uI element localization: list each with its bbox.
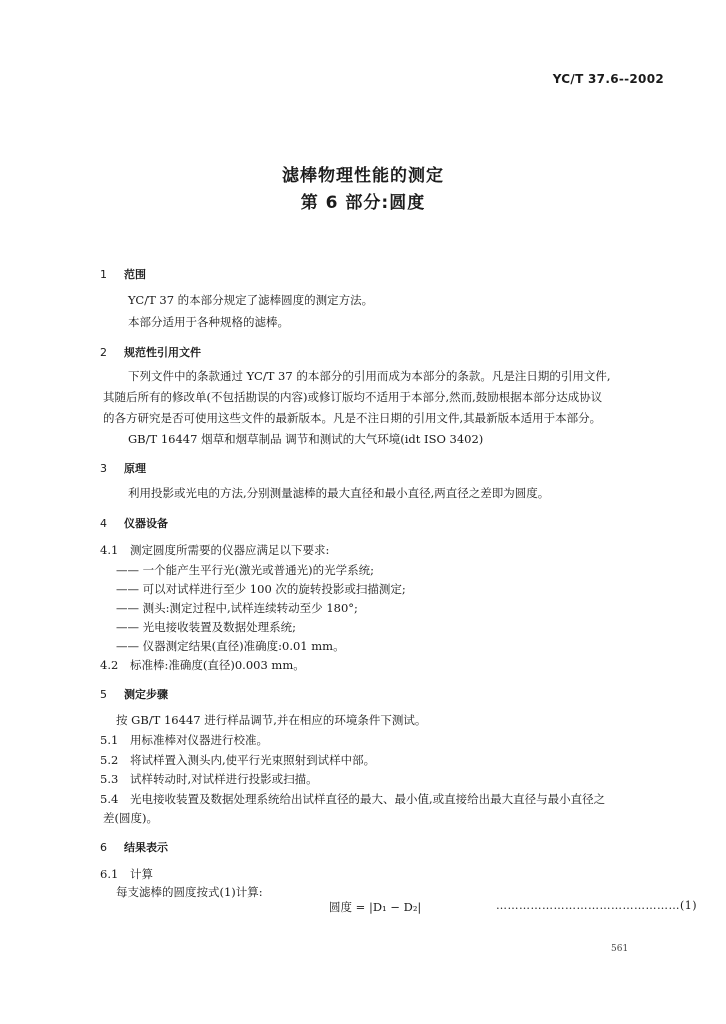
section-number: 4 xyxy=(100,517,107,530)
clause-text: 测定圆度所需要的仪器应满足以下要求: xyxy=(130,543,330,557)
paragraph-line: 下列文件中的条款通过 YC/T 37 的本部分的引用而成为本部分的条款。凡是注日期的引用文件, xyxy=(128,369,611,383)
section-number: 6 xyxy=(100,841,107,854)
section-number: 3 xyxy=(100,462,107,475)
paragraph: 按 GB/T 16447 进行样品调节,并在相应的环境条件下测试。 xyxy=(116,713,427,727)
clause-text: 用标准棒对仪器进行校准。 xyxy=(130,733,268,747)
clause-text: 标准棒:准确度(直径)0.003 mm。 xyxy=(130,658,305,672)
clause-continuation: 差(圆度)。 xyxy=(103,811,158,825)
clause-number: 6.1 xyxy=(100,867,119,881)
paragraph-line: 的各方研究是否可使用这些文件的最新版本。凡是不注日期的引用文件,其最新版本适用于本部分。 xyxy=(103,411,602,425)
clause-5-4 xyxy=(100,791,605,807)
clause-number: 4.1 xyxy=(100,543,119,557)
clause-4-1 xyxy=(100,542,329,558)
clause-number: 5.2 xyxy=(100,753,119,767)
clause-number: 5.3 xyxy=(100,772,119,786)
section-heading-normative-references xyxy=(100,344,201,360)
clause-number: 5.1 xyxy=(100,733,119,747)
clause-number: 5.4 xyxy=(100,792,119,806)
section-heading-procedure xyxy=(100,686,168,702)
clause-number: 4.2 xyxy=(100,658,119,672)
clause-text: 光电接收装置及数据处理系统给出试样直径的最大、最小值,或直接给出最大直径与最小直径之 xyxy=(130,792,606,806)
paragraph: 本部分适用于各种规格的滤棒。 xyxy=(128,315,289,329)
section-title: 仪器设备 xyxy=(124,517,168,530)
page-number: 561 xyxy=(611,944,629,954)
paragraph: 每支滤棒的圆度按式(1)计算: xyxy=(116,885,263,899)
section-title: 原理 xyxy=(124,462,146,475)
roundness-formula: 圆度 = |D₁ − D₂| xyxy=(329,900,422,914)
section-heading-results xyxy=(100,839,168,855)
section-number: 1 xyxy=(100,268,107,281)
clause-5-2 xyxy=(100,752,375,768)
clause-4-2 xyxy=(100,657,305,673)
section-title: 测定步骤 xyxy=(124,688,168,701)
paragraph: 利用投影或光电的方法,分别测量滤棒的最大直径和最小直径,两直径之差即为圆度。 xyxy=(128,486,550,500)
clause-title: 计算 xyxy=(130,867,153,881)
section-title: 范围 xyxy=(124,268,146,281)
list-item: —— 一个能产生平行光(激光或普通光)的光学系统; xyxy=(116,563,375,577)
clause-6-1 xyxy=(100,866,153,882)
section-title: 结果表示 xyxy=(124,841,168,854)
section-heading-scope xyxy=(100,266,146,282)
list-item: —— 光电接收装置及数据处理系统; xyxy=(116,620,297,634)
list-item: —— 仪器测定结果(直径)准确度:0.01 mm。 xyxy=(116,639,345,653)
paragraph: YC/T 37 的本部分规定了滤棒圆度的测定方法。 xyxy=(128,293,374,307)
list-item: —— 可以对试样进行至少 100 次的旋转投影或扫描测定; xyxy=(116,582,406,596)
section-heading-apparatus xyxy=(100,515,168,531)
clause-5-1 xyxy=(100,732,268,748)
equation-number: …………………………………………(1) xyxy=(496,899,698,912)
list-item: —— 测头:测定过程中,试样连续转动至少 180°; xyxy=(116,601,358,615)
document-code: YC/T 37.6--2002 xyxy=(552,72,664,86)
document-title: 滤棒物理性能的测定 xyxy=(282,166,444,186)
clause-5-3 xyxy=(100,771,318,787)
paragraph-line: 其随后所有的修改单(不包括勘误的内容)或修订版均不适用于本部分,然而,鼓励根据本部分达成协议 xyxy=(103,390,603,404)
section-number: 2 xyxy=(100,346,107,359)
clause-text: 试样转动时,对试样进行投影或扫描。 xyxy=(130,772,318,786)
section-title: 规范性引用文件 xyxy=(124,346,201,359)
section-number: 5 xyxy=(100,688,107,701)
document-subtitle: 第 6 部分:圆度 xyxy=(300,193,426,213)
clause-text: 将试样置入测头内,使平行光束照射到试样中部。 xyxy=(130,753,376,767)
section-heading-principle xyxy=(100,460,146,476)
normative-reference: GB/T 16447 烟草和烟草制品 调节和测试的大气环境(idt ISO 3402) xyxy=(128,432,484,446)
